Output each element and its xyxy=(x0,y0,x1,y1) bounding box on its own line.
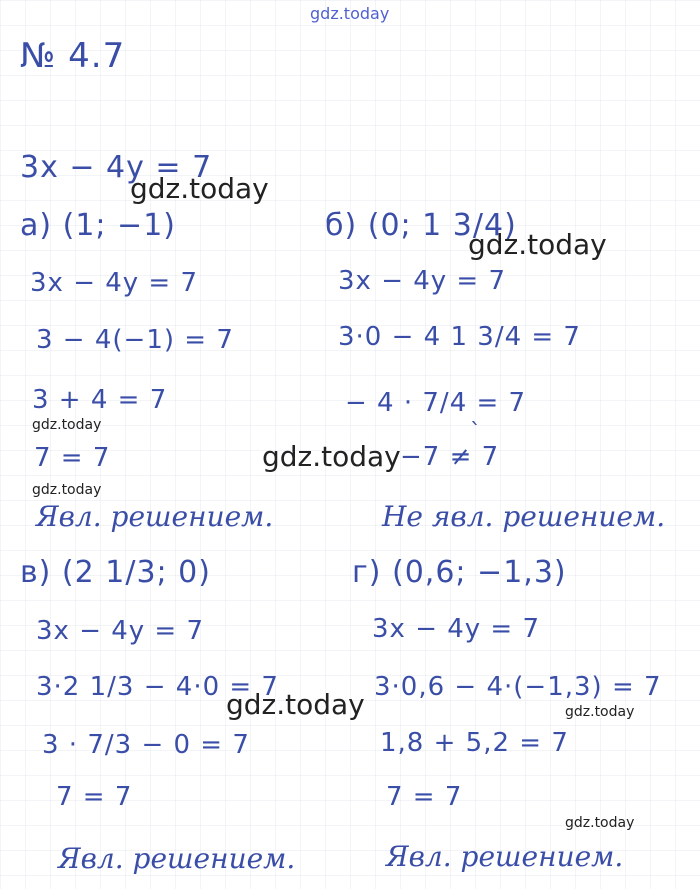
part-b-conclusion: Не явл. решением. xyxy=(382,500,666,533)
watermark-small-4: gdz.today xyxy=(565,815,635,831)
part-a-line-3: 3 + 4 = 7 xyxy=(32,385,168,415)
part-v-line-1: 3x − 4y = 7 xyxy=(36,616,205,646)
watermark-top: gdz.today xyxy=(310,4,390,23)
part-g-line-3: 1,8 + 5,2 = 7 xyxy=(380,728,569,758)
part-b-line-2: 3·0 − 4 1 3/4 = 7 xyxy=(338,322,581,352)
part-v-label: в) (2 1/3; 0) xyxy=(20,555,211,590)
part-a-line-4: 7 = 7 xyxy=(34,443,111,473)
stray-mark: ` xyxy=(470,420,481,445)
part-a-label: а) (1; −1) xyxy=(20,208,176,243)
watermark-small-1: gdz.today xyxy=(32,417,102,433)
part-v-line-4: 7 = 7 xyxy=(56,782,133,812)
part-g-line-1: 3x − 4y = 7 xyxy=(372,614,541,644)
part-v-line-3: 3 · 7/3 − 0 = 7 xyxy=(42,730,250,760)
watermark-3: gdz.today xyxy=(262,440,401,473)
part-b-line-1: 3x − 4y = 7 xyxy=(338,266,507,296)
part-g-label: г) (0,6; −1,3) xyxy=(352,555,567,590)
main-equation: 3x − 4y = 7 xyxy=(20,150,213,185)
part-a-conclusion: Явл. решением. xyxy=(36,500,274,533)
part-b-label: б) (0; 1 3/4) xyxy=(325,208,517,243)
part-b-line-4: −7 ≠ 7 xyxy=(400,442,500,472)
part-g-conclusion: Явл. решением. xyxy=(386,840,624,873)
watermark-small-2: gdz.today xyxy=(32,482,102,498)
watermark-2: gdz.today xyxy=(468,228,607,261)
part-a-line-2: 3 − 4(−1) = 7 xyxy=(36,325,234,355)
problem-number: № 4.7 xyxy=(20,36,126,76)
part-b-line-3: − 4 · 7/4 = 7 xyxy=(345,388,527,418)
watermark-1: gdz.today xyxy=(130,172,269,205)
watermark-4: gdz.today xyxy=(226,688,365,721)
part-v-line-2: 3·2 1/3 − 4·0 = 7 xyxy=(36,672,279,702)
part-v-conclusion: Явл. решением. xyxy=(58,842,296,875)
part-g-line-4: 7 = 7 xyxy=(386,782,463,812)
part-g-line-2: 3·0,6 − 4·(−1,3) = 7 xyxy=(374,672,662,702)
part-a-line-1: 3x − 4y = 7 xyxy=(30,268,199,298)
watermark-small-3: gdz.today xyxy=(565,704,635,720)
